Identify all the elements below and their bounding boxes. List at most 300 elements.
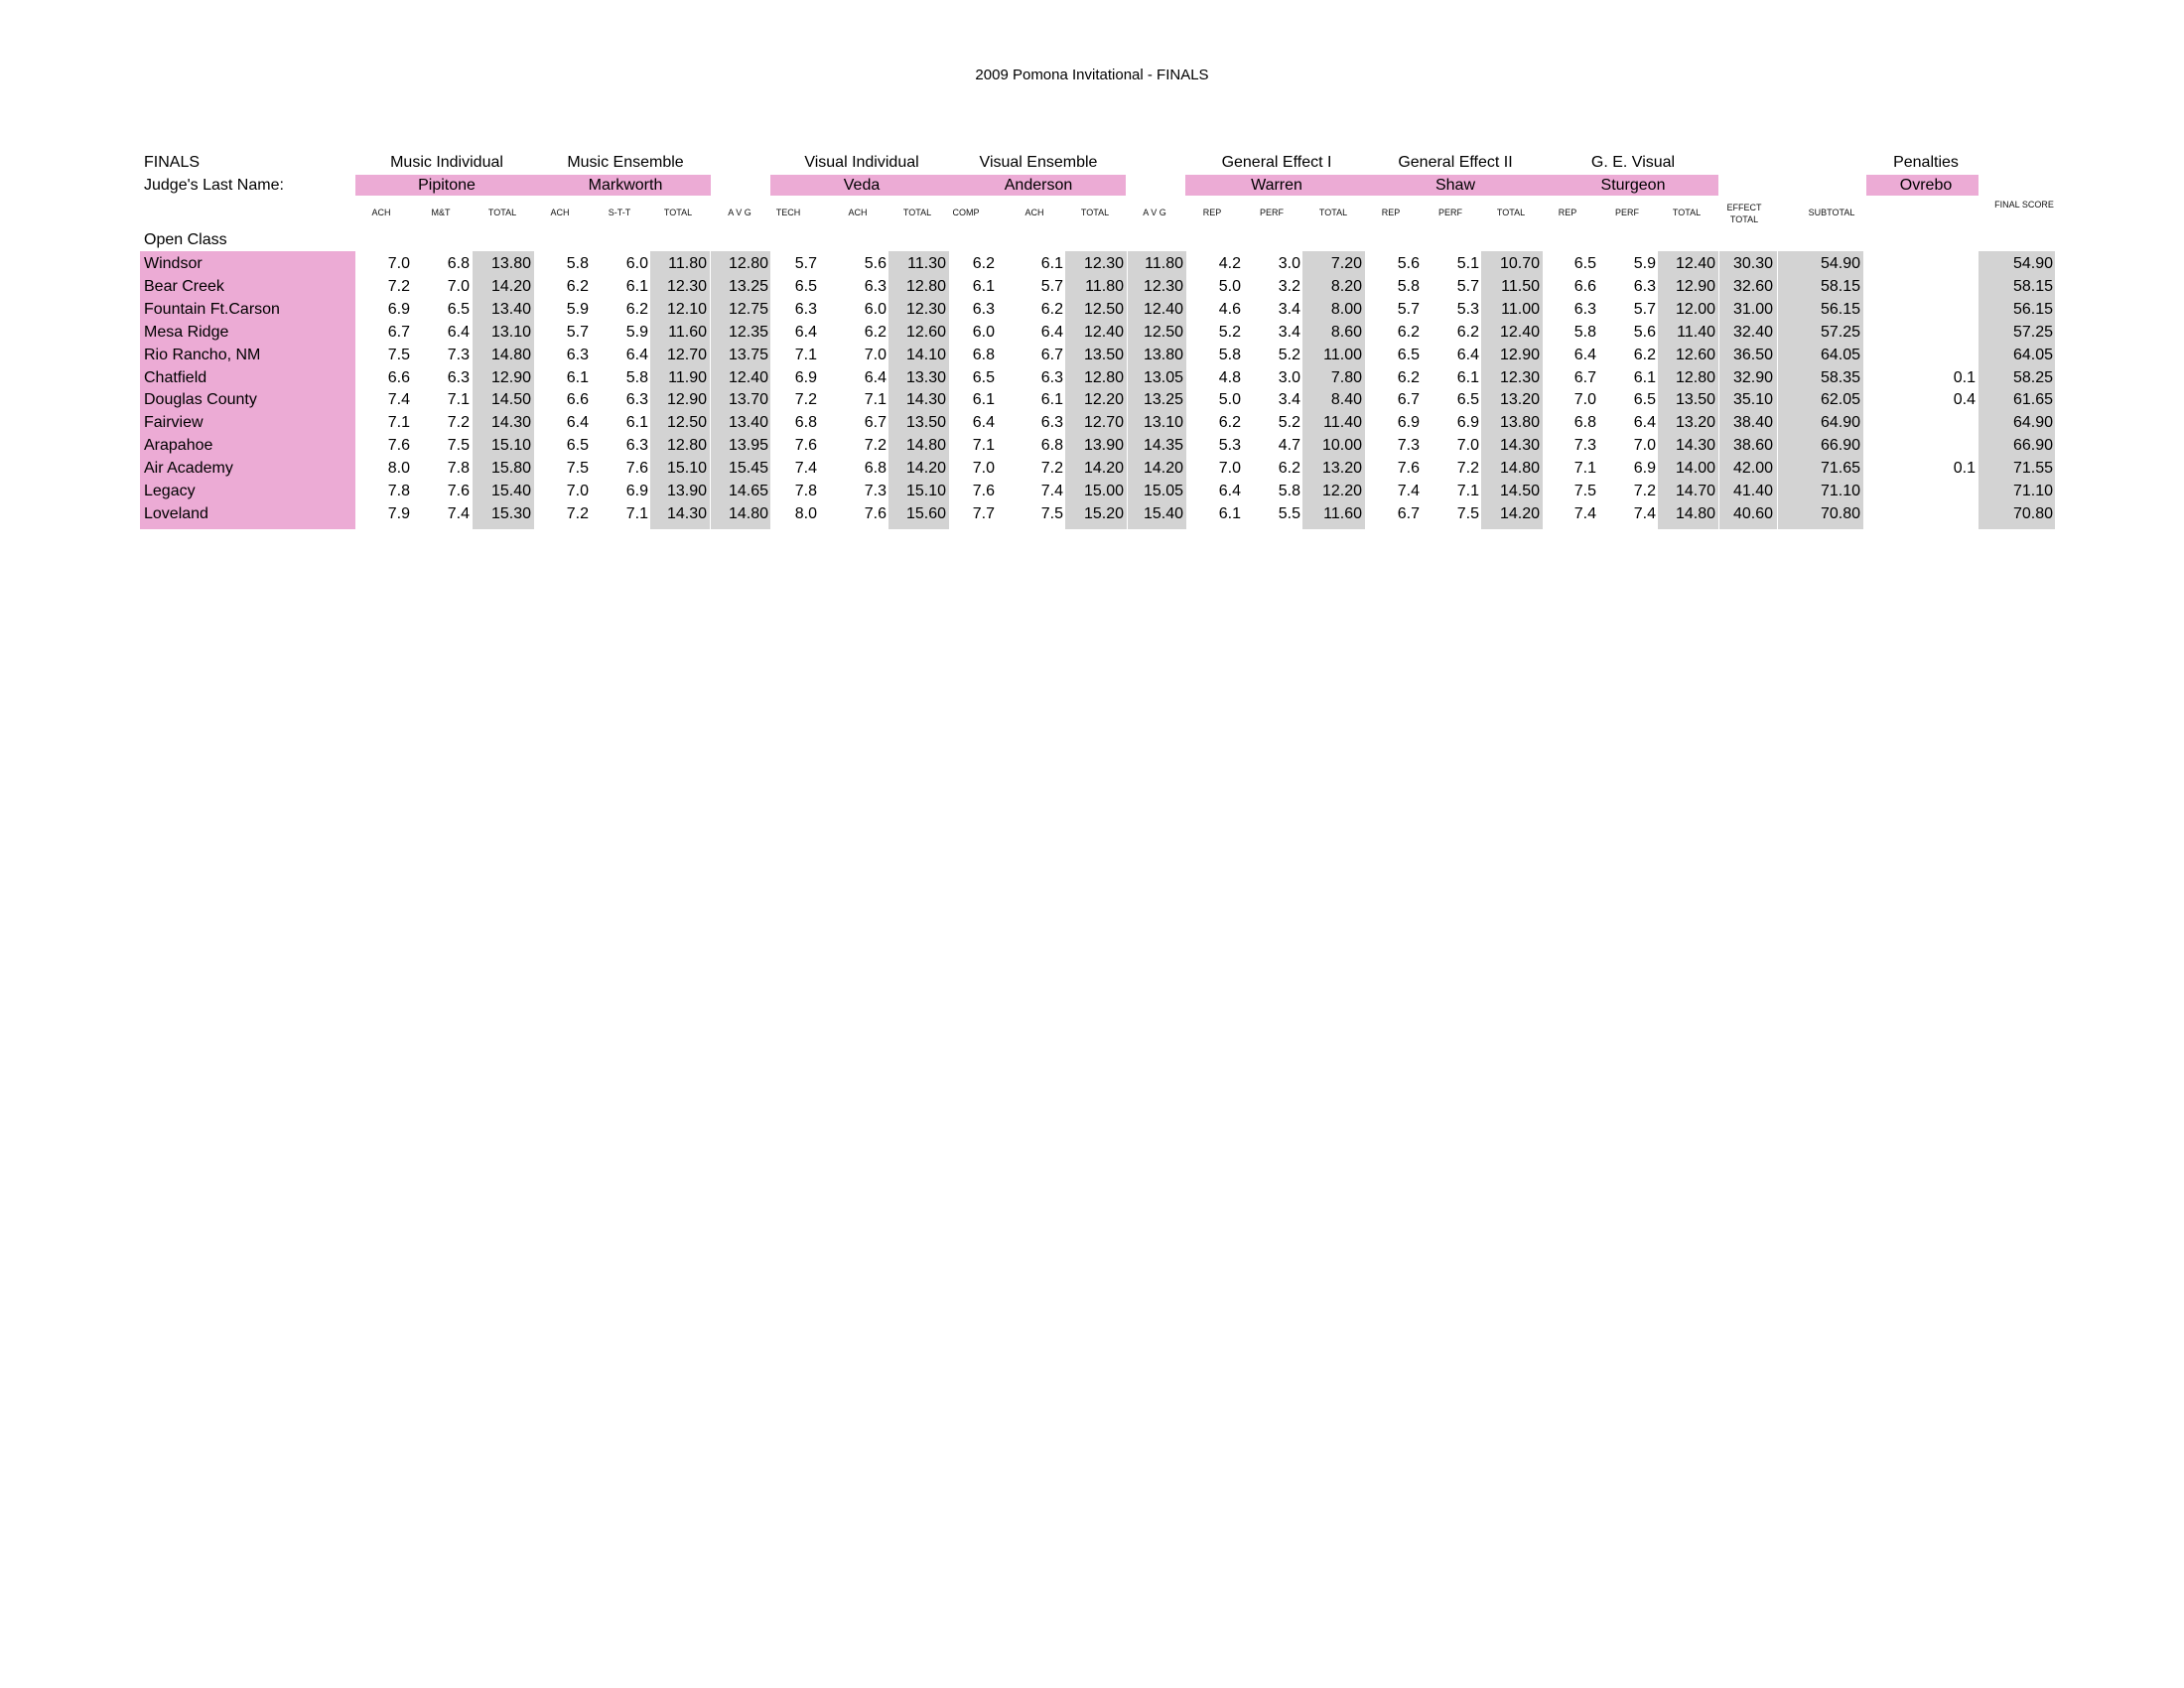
score-cell: 7.6: [387, 437, 410, 455]
score-cell: 7.2: [864, 437, 887, 455]
score-cell: 3.0: [1278, 368, 1300, 386]
score-cell: 13.40: [490, 300, 531, 318]
score-cell: 7.2: [1456, 460, 1479, 478]
score-cell: 6.1: [1633, 368, 1656, 386]
score-cell: 6.9: [625, 483, 648, 499]
score-cell: 38.40: [1732, 414, 1773, 432]
score-cell: 6.7: [864, 414, 887, 432]
score-cell: 6.8: [794, 414, 817, 432]
score-cell: 6.4: [1633, 414, 1656, 432]
score-cell: 7.0: [387, 255, 410, 272]
score-cell: 6.2: [1633, 346, 1656, 363]
score-cell: 6.8: [447, 255, 470, 272]
score-cell: 7.4: [1040, 483, 1063, 499]
score-cell: 15.30: [490, 504, 531, 522]
column-header: TOTAL: [1672, 208, 1702, 217]
score-cell: 7.1: [1573, 460, 1596, 478]
score-cell: 6.1: [1040, 255, 1063, 272]
score-cell: 7.5: [566, 460, 589, 478]
score-cell: 70.80: [1820, 504, 1860, 522]
school-name: Fountain Ft.Carson: [144, 300, 280, 318]
score-cell: 14.80: [490, 346, 531, 363]
score-cell: 11.80: [1145, 255, 1183, 272]
score-cell: 12.30: [1083, 255, 1124, 272]
column-header: ACH: [848, 208, 868, 217]
score-cell: 14.10: [905, 346, 946, 363]
score-cell: 14.00: [1675, 460, 1715, 478]
score-cell: 14.30: [490, 414, 531, 432]
caption-label: G. E. Visual: [1590, 154, 1676, 171]
score-cell: 6.5: [566, 437, 589, 455]
score-cell: 3.4: [1278, 300, 1300, 318]
score-cell: 7.6: [447, 483, 470, 499]
school-name: Legacy: [144, 483, 196, 499]
judge-name: Veda: [843, 177, 881, 194]
score-cell: 14.20: [490, 277, 531, 295]
score-cell: 66.90: [1820, 437, 1860, 455]
score-cell: 7.4: [387, 391, 410, 409]
score-cell: 12.30: [1143, 277, 1183, 295]
score-cell: 12.10: [666, 300, 707, 318]
column-header: S-T-T: [608, 208, 631, 217]
score-cell: 12.00: [1675, 300, 1715, 318]
score-cell: 11.80: [668, 255, 707, 272]
score-cell: 7.5: [1040, 504, 1063, 522]
score-cell: 4.2: [1218, 255, 1241, 272]
score-cell: 14.80: [728, 504, 768, 522]
score-cell: 5.7: [1456, 277, 1479, 295]
score-cell: 64.90: [1820, 414, 1860, 432]
score-cell: 14.50: [1499, 483, 1540, 499]
score-cell: 12.80: [728, 255, 768, 272]
score-cell: 12.35: [728, 323, 768, 341]
column-header: ACH: [550, 208, 570, 217]
score-cell: 64.90: [2012, 414, 2053, 432]
score-cell: 12.75: [728, 300, 768, 318]
score-cell: 13.95: [728, 437, 768, 455]
score-cell: 6.1: [972, 391, 995, 409]
score-cell: 6.3: [864, 277, 887, 295]
score-cell: 7.1: [447, 391, 470, 409]
score-cell: 6.7: [1040, 346, 1063, 363]
score-cell: 41.40: [1732, 483, 1773, 499]
score-cell: 7.4: [1397, 483, 1420, 499]
score-cell: 6.4: [864, 368, 887, 386]
score-cell: 71.55: [2012, 460, 2053, 478]
score-cell: 15.60: [905, 504, 946, 522]
score-cell: 12.80: [905, 277, 946, 295]
score-cell: 58.15: [2012, 277, 2053, 295]
score-cell: 7.7: [972, 504, 995, 522]
score-cell: 13.80: [490, 255, 531, 272]
score-cell: 12.90: [666, 391, 707, 409]
score-cell: 8.60: [1330, 323, 1362, 341]
score-cell: 7.8: [794, 483, 817, 499]
score-cell: 14.80: [1675, 504, 1715, 522]
score-cell: 6.2: [972, 255, 995, 272]
score-cell: 64.05: [2012, 346, 2053, 363]
score-cell: 6.2: [1397, 323, 1420, 341]
column-header: FINAL SCORE: [1994, 200, 2054, 210]
score-cell: 7.0: [864, 346, 887, 363]
score-cell: 12.40: [1499, 323, 1540, 341]
score-cell: 5.3: [1456, 300, 1479, 318]
score-cell: 11.40: [1323, 414, 1362, 432]
score-cell: 5.0: [1218, 391, 1241, 409]
column-header: PERF: [1437, 208, 1463, 217]
score-cell: 8.0: [387, 460, 410, 478]
score-cell: 3.4: [1278, 323, 1300, 341]
score-cell: 14.70: [1675, 483, 1715, 499]
score-cell: 70.80: [2012, 504, 2053, 522]
score-cell: 58.15: [1820, 277, 1860, 295]
score-cell: 13.50: [1675, 391, 1715, 409]
class-label: Open Class: [144, 231, 227, 248]
score-cell: 7.1: [625, 504, 648, 522]
score-cell: 7.6: [794, 437, 817, 455]
score-cell: 7.80: [1330, 368, 1362, 386]
score-cell: 7.4: [447, 504, 470, 522]
score-cell: 12.20: [1321, 483, 1362, 499]
score-cell: 12.50: [1083, 300, 1124, 318]
score-cell: 56.15: [1820, 300, 1860, 318]
score-cell: 7.2: [387, 277, 410, 295]
score-cell: 13.70: [728, 391, 768, 409]
column-header: A V G: [1143, 208, 1166, 217]
judge-label: Judge's Last Name:: [144, 177, 284, 194]
score-cell: 32.90: [1732, 368, 1773, 386]
score-cell: 54.90: [1820, 255, 1860, 272]
score-cell: 7.0: [566, 483, 589, 499]
caption-label: Music Ensemble: [567, 154, 684, 171]
score-cell: 6.3: [972, 300, 995, 318]
score-cell: 6.4: [447, 323, 470, 341]
score-cell: 58.25: [2012, 368, 2053, 386]
score-cell: 6.6: [387, 368, 410, 386]
score-cell: 7.0: [1218, 460, 1241, 478]
score-cell: 6.4: [625, 346, 648, 363]
school-name: Mesa Ridge: [144, 323, 229, 341]
score-cell: 3.0: [1278, 255, 1300, 272]
score-cell: 6.3: [566, 346, 589, 363]
score-cell: 7.5: [387, 346, 410, 363]
score-cell: 38.60: [1732, 437, 1773, 455]
score-cell: 5.7: [566, 323, 589, 341]
score-cell: 12.70: [1083, 414, 1124, 432]
score-cell: 6.5: [1456, 391, 1479, 409]
score-cell: 5.1: [1456, 255, 1479, 272]
score-cell: 12.20: [1083, 391, 1124, 409]
score-cell: 57.25: [2012, 323, 2053, 341]
score-cell: 14.30: [1675, 437, 1715, 455]
score-cell: 13.30: [905, 368, 946, 386]
score-cell: 56.15: [2012, 300, 2053, 318]
score-cell: 5.2: [1278, 414, 1300, 432]
score-cell: 6.3: [1040, 414, 1063, 432]
score-cell: 14.30: [666, 504, 707, 522]
score-cell: 15.40: [1143, 504, 1183, 522]
score-cell: 13.80: [1143, 346, 1183, 363]
score-cell: 13.90: [1083, 437, 1124, 455]
score-cell: 12.40: [1675, 255, 1715, 272]
score-cell: 7.0: [1633, 437, 1656, 455]
score-cell: 12.80: [666, 437, 707, 455]
judge-name: Markworth: [588, 177, 663, 194]
score-cell: 6.5: [972, 368, 995, 386]
score-cell: 3.2: [1278, 277, 1300, 295]
school-name: Fairview: [144, 414, 204, 432]
score-cell: 6.7: [1397, 391, 1420, 409]
score-cell: 0.4: [1953, 391, 1976, 409]
score-cell: 0.1: [1953, 368, 1976, 386]
score-cell: 11.30: [907, 255, 946, 272]
school-name: Windsor: [144, 255, 203, 272]
score-cell: 6.1: [1218, 504, 1241, 522]
score-cell: 7.20: [1330, 255, 1362, 272]
school-name: Chatfield: [144, 368, 207, 386]
score-cell: 6.3: [625, 437, 648, 455]
column-header: SUBTOTAL: [1808, 208, 1855, 217]
score-cell: 6.3: [1633, 277, 1656, 295]
caption-label: General Effect I: [1221, 154, 1332, 171]
score-cell: 7.6: [864, 504, 887, 522]
school-name: Rio Rancho, NM: [144, 346, 261, 363]
score-cell: 7.1: [1456, 483, 1479, 499]
score-cell: 15.40: [490, 483, 531, 499]
score-cell: 57.25: [1820, 323, 1860, 341]
score-cell: 40.60: [1732, 504, 1773, 522]
score-cell: 7.2: [794, 391, 817, 409]
score-cell: 6.2: [1397, 368, 1420, 386]
score-cell: 5.2: [1278, 346, 1300, 363]
score-cell: 8.0: [794, 504, 817, 522]
caption-label: General Effect II: [1398, 154, 1513, 171]
score-cell: 71.10: [2012, 483, 2053, 499]
score-cell: 4.8: [1218, 368, 1241, 386]
score-cell: 7.1: [794, 346, 817, 363]
score-cell: 35.10: [1732, 391, 1773, 409]
column-header: TOTAL: [1496, 208, 1526, 217]
score-cell: 14.20: [905, 460, 946, 478]
score-cell: 6.5: [1397, 346, 1420, 363]
score-cell: 6.2: [1456, 323, 1479, 341]
score-cell: 12.60: [1675, 346, 1715, 363]
score-cell: 32.60: [1732, 277, 1773, 295]
score-cell: 5.7: [794, 255, 817, 272]
score-cell: 5.7: [1040, 277, 1063, 295]
score-cell: 6.8: [972, 346, 995, 363]
score-cell: 7.5: [1456, 504, 1479, 522]
score-cell: 13.75: [728, 346, 768, 363]
score-cell: 5.8: [1397, 277, 1420, 295]
score-cell: 4.7: [1278, 437, 1300, 455]
score-cell: 12.40: [728, 368, 768, 386]
score-cell: 13.10: [1143, 414, 1183, 432]
score-cell: 12.80: [1083, 368, 1124, 386]
score-cell: 6.7: [1397, 504, 1420, 522]
score-cell: 6.2: [1218, 414, 1241, 432]
score-cell: 14.20: [1143, 460, 1183, 478]
score-cell: 6.6: [566, 391, 589, 409]
score-cell: 12.70: [666, 346, 707, 363]
score-cell: 12.30: [905, 300, 946, 318]
score-cell: 6.1: [1456, 368, 1479, 386]
score-cell: 7.1: [387, 414, 410, 432]
score-cell: 10.70: [1499, 255, 1540, 272]
score-cell: 6.3: [1040, 368, 1063, 386]
score-cell: 6.4: [972, 414, 995, 432]
score-cell: 12.90: [490, 368, 531, 386]
score-cell: 14.30: [905, 391, 946, 409]
judge-name: Warren: [1251, 177, 1302, 194]
score-cell: 6.1: [972, 277, 995, 295]
score-cell: 13.90: [666, 483, 707, 499]
score-cell: 6.5: [1573, 255, 1596, 272]
score-cell: 6.9: [1397, 414, 1420, 432]
score-cell: 11.80: [1085, 277, 1124, 295]
score-cell: 13.50: [905, 414, 946, 432]
score-cell: 61.65: [2012, 391, 2053, 409]
score-cell: 13.20: [1499, 391, 1540, 409]
score-cell: 6.5: [447, 300, 470, 318]
score-cell: 42.00: [1732, 460, 1773, 478]
score-cell: 5.7: [1633, 300, 1656, 318]
column-header: PERF: [1614, 208, 1640, 217]
score-cell: 5.8: [625, 368, 648, 386]
score-cell: 13.25: [1143, 391, 1183, 409]
score-cell: 12.30: [1499, 368, 1540, 386]
score-cell: 6.6: [1573, 277, 1596, 295]
score-cell: 15.80: [490, 460, 531, 478]
score-cell: 5.9: [566, 300, 589, 318]
score-cell: 6.2: [566, 277, 589, 295]
score-cell: 7.3: [1573, 437, 1596, 455]
column-header: ACH: [1024, 208, 1044, 217]
caption-label: Penalties: [1893, 154, 1959, 171]
score-cell: 7.2: [566, 504, 589, 522]
score-cell: 11.40: [1677, 323, 1715, 341]
column-header: PERF: [1259, 208, 1285, 217]
score-cell: 5.7: [1397, 300, 1420, 318]
score-cell: 7.3: [864, 483, 887, 499]
page-title: 2009 Pomona Invitational - FINALS: [975, 67, 1209, 83]
score-cell: 7.3: [447, 346, 470, 363]
score-cell: 6.9: [1633, 460, 1656, 478]
score-cell: 7.5: [1573, 483, 1596, 499]
score-cell: 6.9: [387, 300, 410, 318]
score-cell: 54.90: [2012, 255, 2053, 272]
score-cell: 8.20: [1330, 277, 1362, 295]
column-header: TECH: [775, 208, 801, 217]
score-cell: 6.2: [864, 323, 887, 341]
score-cell: 6.8: [1573, 414, 1596, 432]
judge-name: Ovrebo: [1899, 177, 1953, 194]
score-cell: 14.30: [1499, 437, 1540, 455]
column-header: TOTAL: [1318, 208, 1348, 217]
score-cell: 6.9: [794, 368, 817, 386]
score-cell: 6.1: [566, 368, 589, 386]
score-cell: 8.00: [1330, 300, 1362, 318]
score-cell: 13.20: [1321, 460, 1362, 478]
score-cell: 12.40: [1143, 300, 1183, 318]
score-cell: 7.3: [1397, 437, 1420, 455]
score-cell: 7.2: [1633, 483, 1656, 499]
column-header: REP: [1381, 208, 1401, 217]
score-cell: 11.90: [668, 368, 707, 386]
score-cell: 6.4: [566, 414, 589, 432]
score-cell: 15.00: [1083, 483, 1124, 499]
score-cell: 6.4: [1218, 483, 1241, 499]
score-cell: 6.3: [625, 391, 648, 409]
score-cell: 14.35: [1143, 437, 1183, 455]
score-cell: 15.10: [905, 483, 946, 499]
score-cell: 11.00: [1323, 346, 1362, 363]
score-cell: 13.05: [1143, 368, 1183, 386]
judge-name: Pipitone: [418, 177, 476, 194]
score-cell: 7.6: [1397, 460, 1420, 478]
score-cell: 30.30: [1732, 255, 1773, 272]
score-cell: 7.4: [1633, 504, 1656, 522]
judge-name: Sturgeon: [1600, 177, 1666, 194]
score-cell: 6.1: [625, 414, 648, 432]
column-header: COMP: [952, 208, 980, 217]
score-cell: 5.9: [1633, 255, 1656, 272]
score-cell: 15.45: [728, 460, 768, 478]
score-cell: 7.2: [447, 414, 470, 432]
score-cell: 71.65: [1820, 460, 1860, 478]
score-cell: 6.3: [794, 300, 817, 318]
score-cell: 4.6: [1218, 300, 1241, 318]
score-cell: 5.9: [625, 323, 648, 341]
score-cell: 14.80: [1499, 460, 1540, 478]
score-cell: 5.6: [864, 255, 887, 272]
score-cell: 6.3: [447, 368, 470, 386]
score-cell: 71.10: [1820, 483, 1860, 499]
score-cell: 6.4: [1573, 346, 1596, 363]
score-cell: 6.0: [625, 255, 648, 272]
score-cell: 6.4: [1456, 346, 1479, 363]
score-cell: 7.0: [972, 460, 995, 478]
score-cell: 5.3: [1218, 437, 1241, 455]
column-header: REP: [1202, 208, 1222, 217]
school-name: Arapahoe: [144, 437, 213, 455]
judge-name: Shaw: [1434, 177, 1476, 194]
score-cell: 13.80: [1499, 414, 1540, 432]
score-cell: 6.5: [1633, 391, 1656, 409]
score-cell: 5.0: [1218, 277, 1241, 295]
school-name: Douglas County: [144, 391, 257, 409]
column-header: TOTAL: [487, 208, 517, 217]
score-cell: 7.4: [794, 460, 817, 478]
score-cell: 5.5: [1278, 504, 1300, 522]
score-cell: 14.20: [1499, 504, 1540, 522]
score-cell: 36.50: [1732, 346, 1773, 363]
score-cell: 7.1: [864, 391, 887, 409]
score-cell: 12.30: [666, 277, 707, 295]
score-cell: 5.8: [566, 255, 589, 272]
score-cell: 14.20: [1083, 460, 1124, 478]
score-cell: 11.60: [668, 323, 707, 341]
score-cell: 12.90: [1675, 277, 1715, 295]
score-cell: 5.8: [1218, 346, 1241, 363]
score-cell: 12.50: [1143, 323, 1183, 341]
score-cell: 6.1: [1040, 391, 1063, 409]
caption-label: Visual Individual: [804, 154, 919, 171]
score-cell: 7.0: [447, 277, 470, 295]
score-cell: 13.25: [728, 277, 768, 295]
score-cell: 7.6: [625, 460, 648, 478]
score-cell: 0.1: [1953, 460, 1976, 478]
